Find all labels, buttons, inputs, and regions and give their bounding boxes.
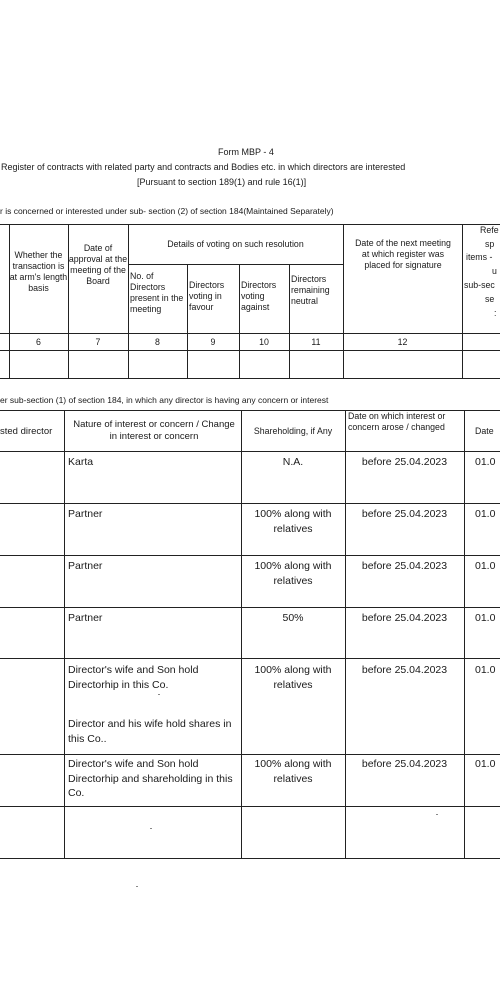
column-number: 10	[259, 337, 269, 347]
form-number: Form MBP - 4	[218, 147, 274, 157]
nature-cell: Partner	[68, 508, 103, 520]
shareholding-cell: 100% along with relatives	[254, 508, 332, 535]
header-directors-present: No. of Directors present in the meeting	[130, 271, 184, 314]
header-interest-arose-date: Date on which interest or concern arose / changed	[348, 411, 446, 432]
column-number: 7	[95, 337, 101, 347]
header-voting-against: Directors voting against	[241, 280, 277, 312]
header-arms-length: Whether the transaction is at arm's length basis	[9, 250, 68, 293]
arose-date-cell: before 25.04.2023	[361, 456, 448, 468]
nature-cell: Partner	[68, 612, 103, 624]
date-cell: 01.0	[475, 612, 496, 624]
ref-line: :	[494, 308, 497, 318]
arose-date-cell: before 25.04.2023	[361, 758, 448, 770]
column-number: 6	[36, 337, 41, 347]
header-voting-favour: Directors voting in favour	[189, 280, 225, 312]
shareholding-cell: 50%	[282, 612, 304, 624]
section2-heading: er sub-section (1) of section 184, in which any director is having any concern or interest	[0, 395, 329, 405]
shareholding-cell: 100% along with relatives	[254, 560, 332, 587]
scan-speck	[136, 886, 138, 887]
header-next-meeting: Date of the next meeting at which register was placed for signature	[355, 238, 451, 270]
form-pursuant: [Pursuant to section 189(1) and rule 16(1)]	[137, 177, 307, 187]
header-date: Date	[475, 426, 494, 436]
ref-line: se	[485, 294, 495, 304]
form-title: Register of contracts with related party and contracts and Bodies etc. in which directors are interested	[1, 162, 406, 172]
section1-heading: r is concerned or interested under sub- section (2) of section 184(Maintained Separately)	[0, 206, 334, 216]
header-shareholding: Shareholding, if Any	[253, 426, 333, 436]
ref-line: sp	[485, 239, 495, 249]
date-cell: 01.0	[475, 560, 496, 572]
date-cell: 01.0	[475, 758, 496, 770]
arose-date-cell: before 25.04.2023	[361, 508, 448, 520]
ref-line: sub-sec	[464, 280, 495, 290]
scan-speck	[158, 694, 160, 695]
header-remaining-neutral: Directors remaining neutral	[291, 274, 330, 306]
nature-cell: Director's wife and Son hold Directorhip and shareholding in this Co.	[68, 758, 233, 800]
ref-line: u	[492, 266, 497, 276]
shareholding-cell: 100% along with relatives	[254, 664, 332, 691]
header-interested-director: sted director	[0, 426, 53, 437]
ref-line: Refe	[480, 225, 499, 235]
shareholding-cell: 100% along with relatives	[254, 758, 332, 785]
column-number: 11	[311, 337, 321, 347]
header-nature-of-interest: Nature of interest or concern / Change in interest or concern	[73, 419, 235, 442]
nature-cell: Karta	[68, 456, 94, 468]
header-approval-date: Date of approval at the meeting of the Board	[68, 243, 128, 286]
nature-cell: Partner	[68, 560, 103, 572]
date-cell: 01.0	[475, 508, 496, 520]
scan-speck	[436, 814, 438, 815]
column-number: 8	[155, 337, 160, 347]
nature-cell-secondary: Director and his wife hold shares in this Co..	[68, 718, 232, 745]
column-number: 12	[397, 337, 408, 347]
ref-line: items -	[466, 252, 493, 262]
date-cell: 01.0	[475, 456, 496, 468]
header-voting-details: Details of voting on such resolution	[167, 239, 304, 249]
scan-speck	[150, 828, 152, 829]
arose-date-cell: before 25.04.2023	[361, 612, 448, 624]
shareholding-cell: N.A.	[282, 456, 304, 468]
column-number: 9	[210, 337, 216, 347]
date-cell: 01.0	[475, 664, 496, 676]
arose-date-cell: before 25.04.2023	[361, 664, 448, 676]
arose-date-cell: before 25.04.2023	[361, 560, 448, 572]
nature-cell: Director's wife and Son hold Directorhip in this Co.	[68, 664, 199, 691]
